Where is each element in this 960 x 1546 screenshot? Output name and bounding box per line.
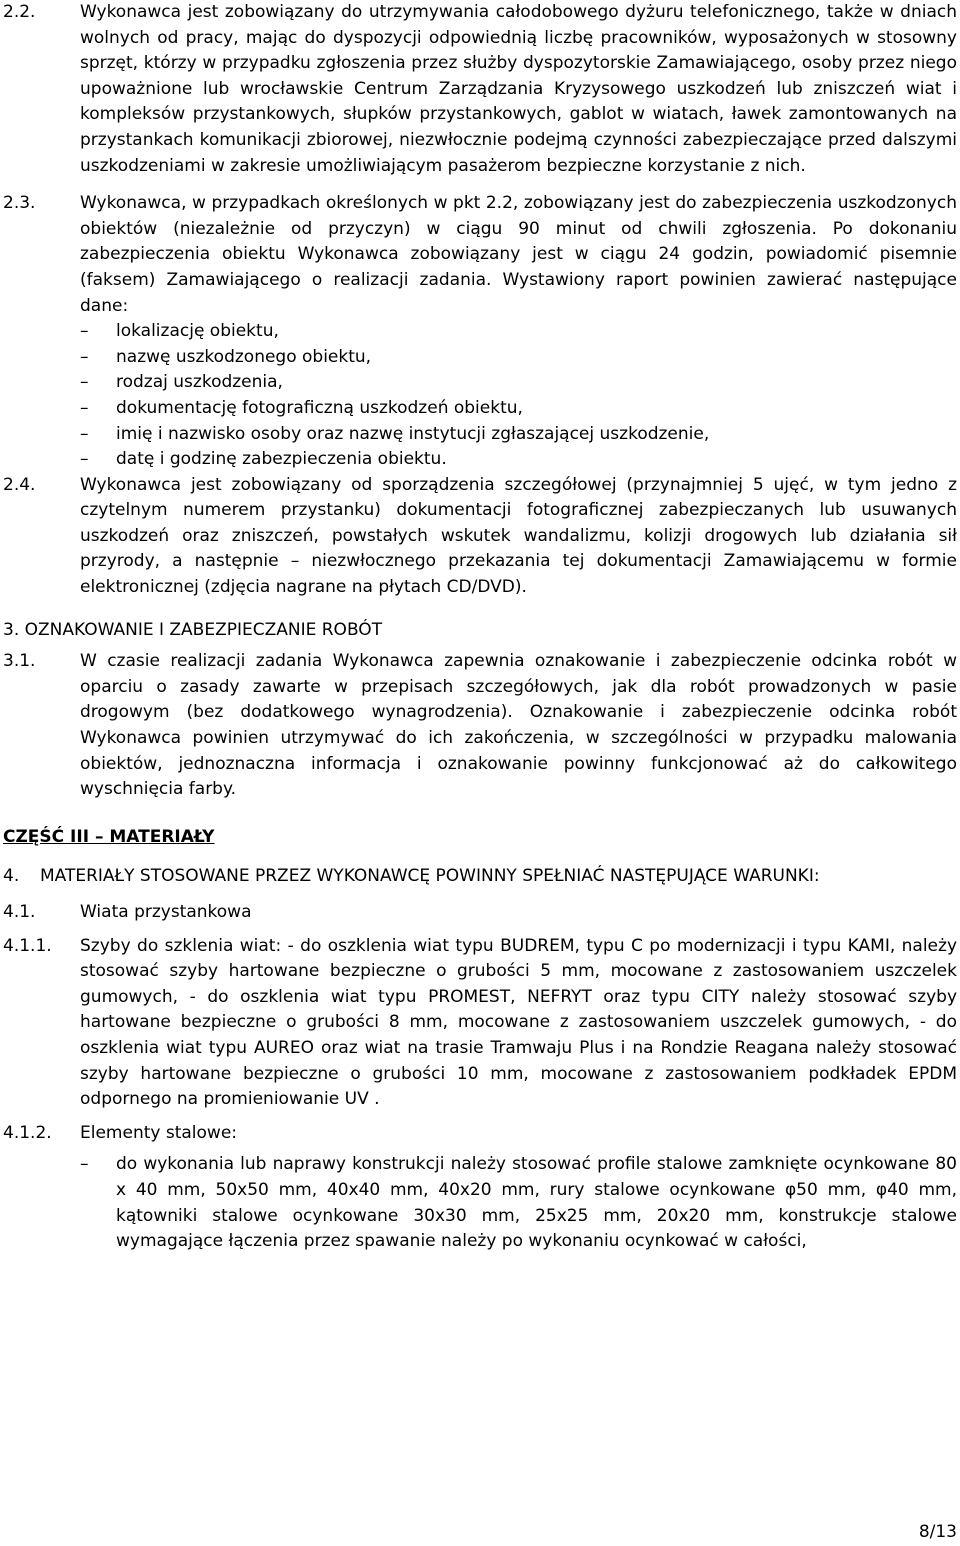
section-text: W czasie realizacji zadania Wykonawca zapewnia oznakowanie i zabezpieczenie odcinka robót w oparciu o zasady zawarte w przepisach szczegółowych, jak dla robót prowadzonych w pasie drogowym (bez dodatkowego wynagrodzenia). Oznakowanie i zabezpieczenie odcinka robót Wykonawca powinien utrzymywać do ich zakończenia, w szczególności w przypadku malowania obiektów, jednoznaczna informacja i oznakowanie powinny funkcjonować aż do całkowitego wyschnięcia farby. [80, 651, 957, 800]
list-item [80, 422, 957, 448]
steel-elements-list [80, 1152, 957, 1254]
page-number: 8/13 [918, 1522, 957, 1542]
section-2-2 [3, 0, 957, 179]
section-text: Wykonawca jest zobowiązany od sporządzenia szczegółowej (przynajmniej 5 ujęć, w tym jedno z czytelnym numerem przystanku) dokumentacji fotograficznej zabezpieczanych lub usuwanych uszkodzeń oraz zniszczeń, powstałych wskutek wandalizmu, kolizji drogowych lub działania sił przyrody, a następnie – niezwłocznego przekazania tej dokumentacji Zamawiającemu w formie elektronicznej (zdjęcia nagrane na płytach CD/DVD). [80, 474, 957, 598]
list-item-text: lokalizację obiektu, [116, 321, 279, 342]
section-2-4 [3, 473, 957, 601]
dash-marker: – [80, 449, 89, 470]
list-item-text: rodzaj uszkodzenia, [116, 372, 283, 393]
section-title: Wiata przystankowa [80, 902, 252, 922]
dash-marker: – [80, 397, 89, 418]
section-3-1 [3, 649, 957, 803]
dash-marker: – [80, 346, 89, 367]
dash-marker: – [80, 372, 89, 393]
section-number: 2.4. [3, 474, 36, 495]
heading-section-3: 3. OZNAKOWANIE I ZABEZPIECZANIE ROBÓT [3, 619, 383, 640]
section-4-1-1 [3, 934, 957, 1113]
dash-marker: – [80, 321, 89, 342]
section-text: Elementy stalowe: [80, 1122, 238, 1143]
dash-marker: – [80, 423, 89, 444]
section-2-3 [3, 191, 957, 473]
report-fields-list [80, 319, 957, 473]
section-text: Wykonawca, w przypadkach określonych w pkt 2.2, zobowiązany jest do zabezpieczenia uszkodzonych obiektów (niezależnie od przyczyn) w ciągu 90 minut od chwili zgłoszenia. Po dokonaniu zabezpieczenia obiektu Wykonawca zobowiązany jest w ciągu 24 godzin, powiadomić pisemnie (faksem) Zamawiającego o realizacji zadania. Wystawiony raport powinien zawierać następujące dane: [80, 193, 957, 316]
section-number: 2.2. [3, 2, 36, 22]
section-number: 4.1.2. [3, 1122, 52, 1143]
section-number: 2.3. [3, 193, 36, 214]
list-item-text: nazwę uszkodzonego obiektu, [116, 346, 372, 367]
section-body [80, 1121, 957, 1255]
section-4 [3, 864, 957, 890]
part-heading: CZĘŚĆ III – MATERIAŁY [3, 826, 215, 847]
section-text: Szyby do szklenia wiat: - do oszklenia wiat typu BUDREM, typu C po modernizacji i typu KAMI, należy stosować szyby hartowane bezpieczne o grubości 5 mm, mocowane z zastosowaniem uszczelek gumowych, - do oszklenia wiat typu PROMEST, NEFRYT oraz typu CITY należy stosować szyby hartowane bezpieczne o grubości 8 mm, mocowane z zastosowaniem uszczelek gumowych, - do oszklenia wiat typu AUREO oraz wiat na trasie Tramwaju Plus i na Rondzie Reagana należy stosować szyby hartowane bezpieczne o grubości 10 mm, mocowane z zastosowaniem podkładek EPDM odpornego na promieniowanie UV . [80, 935, 957, 1110]
list-item [80, 447, 957, 473]
section-number: 4.1.1. [3, 935, 52, 956]
section-heading-text: MATERIAŁY STOSOWANE PRZEZ WYKONAWCĘ POWINNY SPEŁNIAĆ NASTĘPUJĄCE WARUNKI: [40, 866, 820, 887]
section-4-1 [3, 900, 957, 926]
section-number: 4. [3, 866, 20, 887]
dash-marker: – [80, 1154, 89, 1175]
document-page [3, 0, 957, 1255]
list-item-text: imię i nazwisko osoby oraz nazwę instytucji zgłaszającej uszkodzenie, [116, 423, 710, 444]
section-text: Wykonawca jest zobowiązany do utrzymywania całodobowego dyżuru telefonicznego, także w dniach wolnych od pracy, mając do dyspozycji odpowiednią liczbę pracowników, wyposażonych w stosowny sprzęt, którzy w przypadku zgłoszenia przez służby dyspozytorskie Zamawiającego, osoby przez niego upoważnione lub wrocławskie Centrum Zarządzania Kryzysowego uszkodzeń lub zniszczeń wiat i kompleksów przystankowych, słupków przystankowych, gablot w wiatach, ławek zamontowanych na przystankach komunikacji zbiorowej, niezwłocznie podejmą czynności zabezpieczające przed dalszymi uszkodzeniami w zakresie umożliwiającym pasażerom bezpieczne korzystanie z nich. [80, 2, 957, 176]
list-item [80, 370, 957, 396]
list-item-text: dokumentację fotograficzną uszkodzeń obiektu, [116, 397, 523, 418]
list-item [80, 396, 957, 422]
section-number: 3.1. [3, 651, 36, 672]
list-item-text: do wykonania lub naprawy konstrukcji należy stosować profile stalowe zamknięte ocynkowane 80 x 40 mm, 50x50 mm, 40x40 mm, 40x20 mm, rury stalowe ocynkowane φ50 mm, φ40 mm, kątowniki stalowe ocynkowane 30x30 mm, 25x25 mm, 20x20 mm, konstrukcje stalowe wymagające łączenia przez spawanie należy po wykonaniu ocynkować w całości, [116, 1154, 957, 1252]
section-body [80, 191, 957, 473]
list-item [80, 319, 957, 345]
list-item [80, 345, 957, 371]
section-4-1-2 [3, 1121, 957, 1255]
list-item [80, 1152, 957, 1254]
list-item-text: datę i godzinę zabezpieczenia obiektu. [116, 449, 447, 470]
section-number: 4.1. [3, 902, 36, 922]
